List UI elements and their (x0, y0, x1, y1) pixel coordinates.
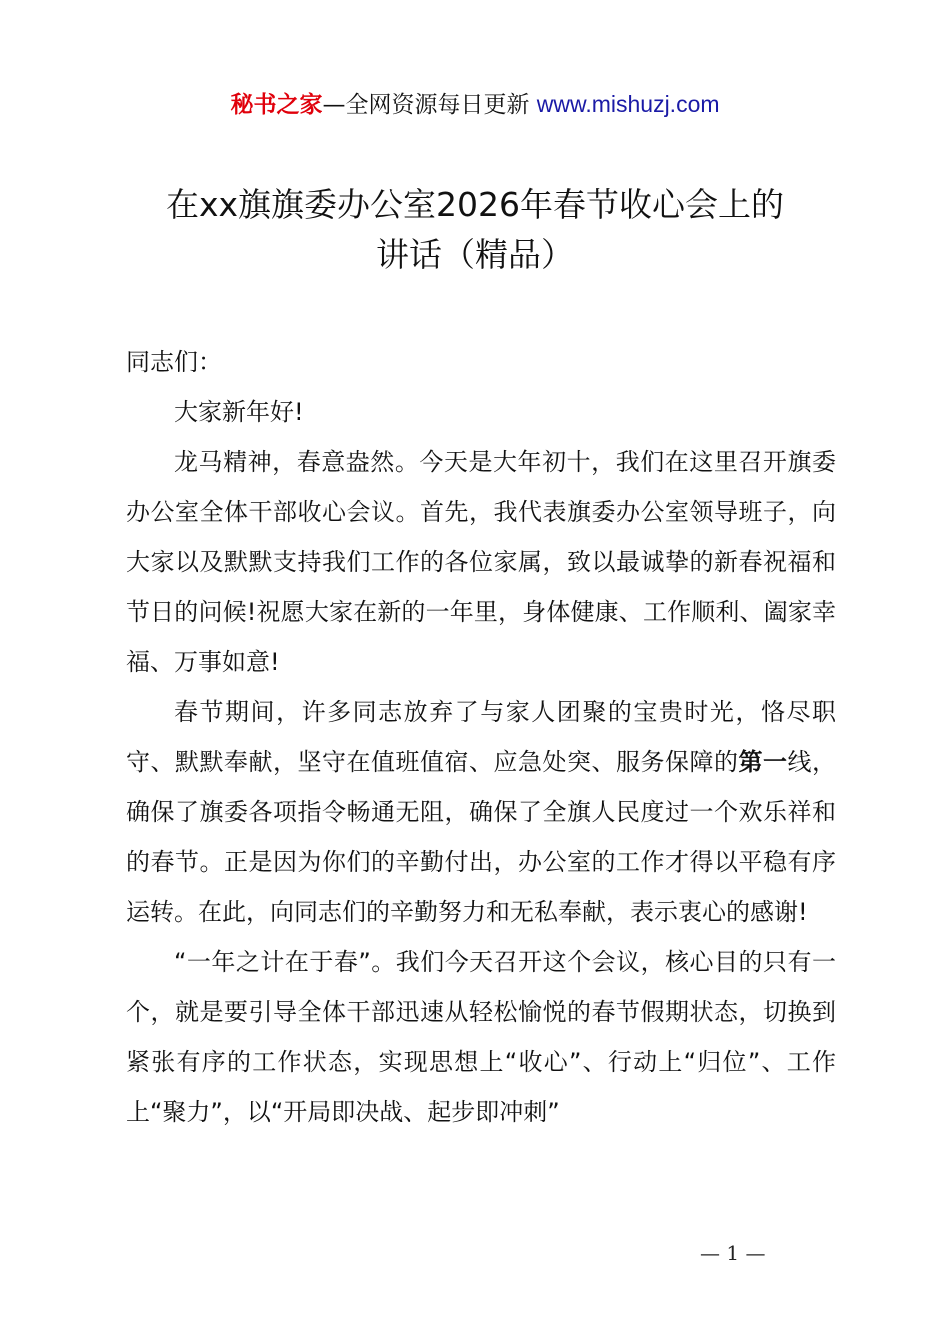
site-url: www.mishuzj.com (536, 91, 720, 117)
title-line-1: 在xx旗旗委办公室2026年春节收心会上的 (165, 185, 785, 224)
paragraph-2-text-end: 线，确保了旗委各项指令畅通无阻，确保了全旗人民度过一个欢乐祥和的春节。正是因为你们的辛勤付出，办公室的工作才得以平稳有序运转。在此，向同志们的辛勤努力和无私奉献，表示衷心的感谢! (126, 748, 836, 926)
site-tagline: —全网资源每日更新 (322, 92, 537, 118)
paragraph-2-bold-text: 第一 (738, 748, 788, 776)
paragraph-3: “一年之计在于春”。我们今天召开这个会议，核心目的只有一个，就是要引导全体干部迅速从轻松愉悦的春节假期状态，切换到紧张有序的工作状态，实现思想上“收心”、行动上“归位”、工作上“聚力”，以“开局即决战、起步即冲刺” (126, 948, 836, 1126)
document-title (90, 180, 860, 280)
paragraph-1: 龙马精神，春意盎然。今天是大年初十，我们在这里召开旗委办公室全体干部收心会议。首先，我代表旗委办公室领导班子，向大家以及默默支持我们工作的各位家属，致以最诚挚的新春祝福和节日的问候!祝愿大家在新的一年里，身体健康、工作顺利、阖家幸福、万事如意! (126, 448, 836, 676)
salutation: 同志们： (126, 348, 222, 376)
site-brand: 秘书之家 (230, 92, 323, 118)
paragraph-2 (126, 687, 836, 937)
page-number: — 1 — (700, 1241, 766, 1265)
site-banner (0, 86, 950, 123)
greeting-paragraph: 大家新年好! (174, 398, 304, 426)
title-line-2: 讲话（精品） (376, 235, 574, 274)
document-body (126, 337, 836, 1137)
paragraph-2-text-start: 春节期间，许多同志放弃了与家人团聚的宝贵时光，恪尽职守、默默奉献，坚守在值班值宿、应急处突、服务保障的 (126, 698, 836, 776)
